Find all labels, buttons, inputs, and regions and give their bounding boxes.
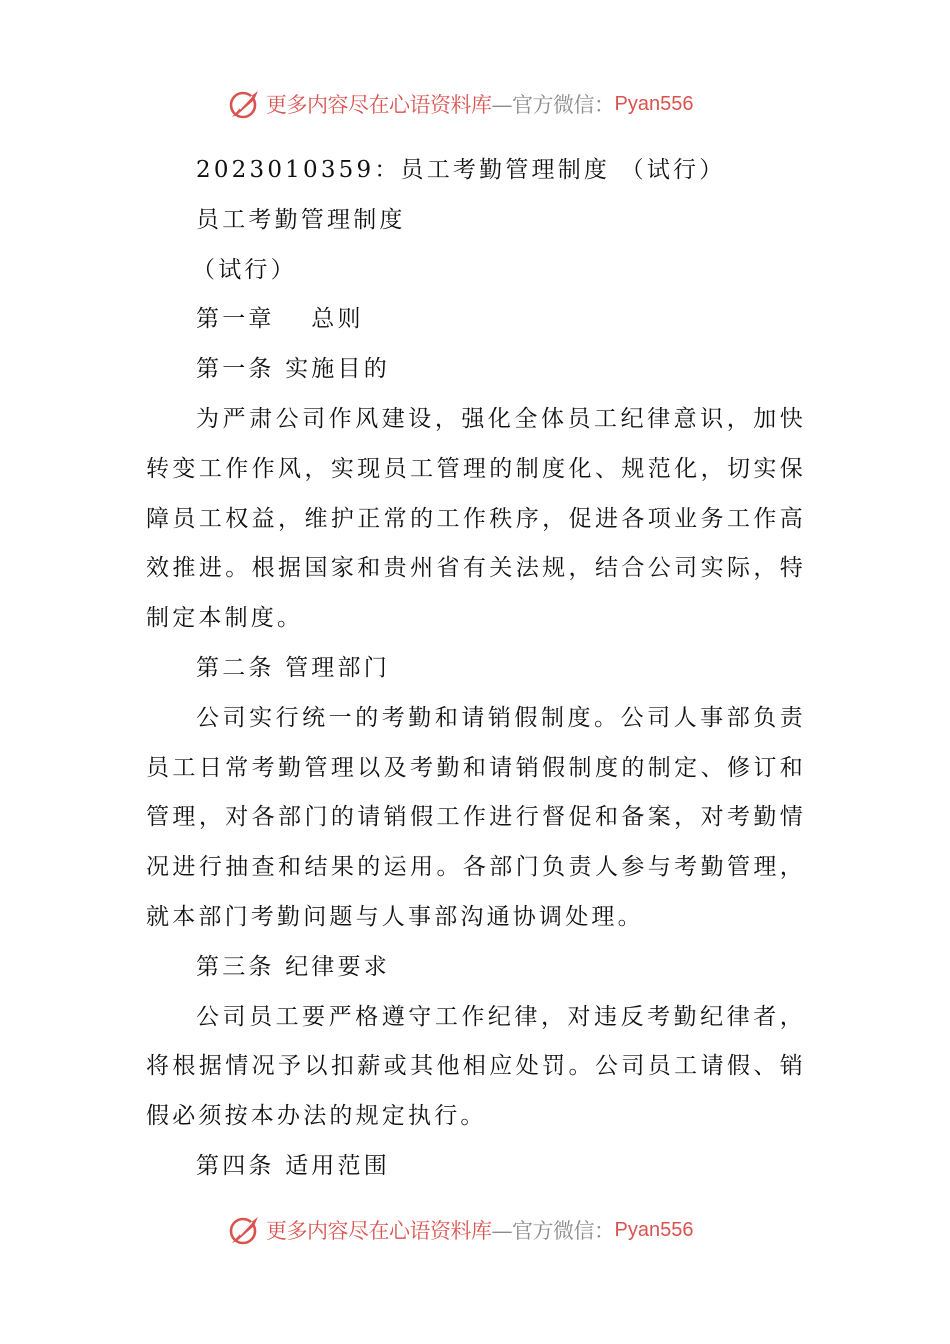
watermark-wechat-id: Pyan556: [614, 92, 694, 115]
watermark-wechat-label: —官方微信：: [491, 1219, 615, 1243]
article-heading: 第四条 适用范围: [196, 1152, 390, 1179]
document-subtitle: （试行）: [192, 256, 297, 283]
article-heading: 第二条 管理部门: [196, 654, 390, 681]
quill-logo-icon: [228, 1213, 262, 1247]
header-watermark: [228, 86, 693, 122]
document-body: [146, 146, 806, 1192]
document-id-title: 2023010359：员工考勤管理制度 （试行）: [196, 157, 726, 183]
article-heading: 第三条 纪律要求: [196, 953, 390, 980]
footer-watermark: [228, 1212, 693, 1248]
article-paragraph: 公司实行统一的考勤和请销假制度。公司人事部负责员工日常考勤管理以及考勤和请销假制度的制定、修订和管理，对各部门的请销假工作进行督促和备案，对考勤情况进行抽查和结果的运用。各部门负责人参与考勤管理，就本部门考勤问题与人事部沟通协调处理。: [146, 704, 806, 930]
article-paragraph: 公司员工要严格遵守工作纪律，对违反考勤纪律者，将根据情况予以扣薪或其他相应处罚。公司员工请假、销假必须按本办法的规定执行。: [146, 1003, 806, 1130]
chapter-heading: 第一章 总则: [196, 306, 364, 333]
article-heading: 第一条 实施目的: [196, 356, 390, 383]
document-title: 员工考勤管理制度: [196, 206, 406, 233]
article-paragraph: 为严肃公司作风建设，强化全体员工纪律意识，加快转变工作作风，实现员工管理的制度化、规范化，切实保障员工权益，维护正常的工作秩序，促进各项业务工作高效推进。根据国家和贵州省有关法规，结合公司实际，特制定本制度。: [146, 405, 806, 632]
watermark-wechat-id: Pyan556: [614, 1218, 694, 1241]
watermark-brand-text: 更多内容尽在心语资料库: [266, 93, 492, 117]
watermark-wechat-label: —官方微信：: [491, 93, 615, 117]
quill-logo-icon: [228, 87, 262, 121]
watermark-brand-text: 更多内容尽在心语资料库: [266, 1219, 492, 1243]
